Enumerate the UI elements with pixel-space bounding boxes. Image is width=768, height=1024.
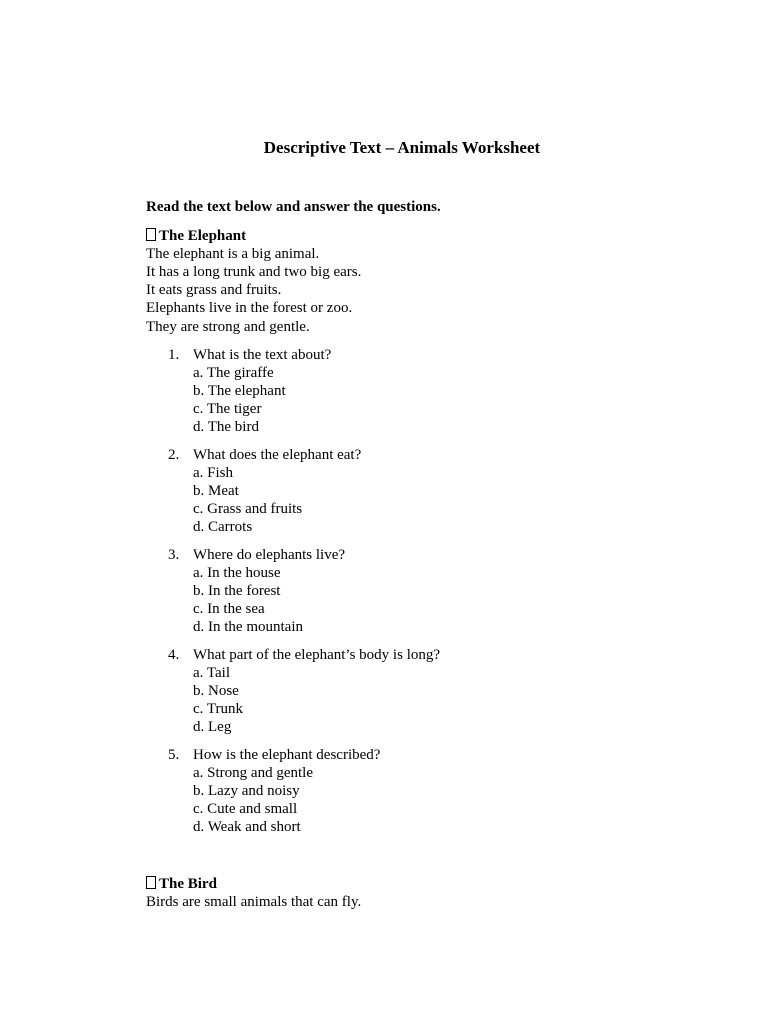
- answer-option: d. In the mountain: [193, 618, 303, 635]
- section-bird: [146, 875, 706, 911]
- question-list: [146, 346, 706, 836]
- answer-option: b. Lazy and noisy: [193, 782, 300, 799]
- answer-option: b. In the forest: [193, 582, 281, 599]
- passage-line: It eats grass and fruits.: [146, 282, 282, 299]
- answer-option: c. Grass and fruits: [193, 500, 303, 517]
- missing-glyph-icon: [146, 876, 156, 889]
- instructions: Read the text below and answer the questions.: [146, 199, 441, 215]
- answer-option: c. In the sea: [193, 600, 265, 617]
- question-item: [146, 546, 706, 636]
- question-item: [146, 646, 706, 736]
- answer-option: d. Leg: [193, 718, 232, 735]
- passage-line: Elephants live in the forest or zoo.: [146, 300, 353, 317]
- passage-line: They are strong and gentle.: [146, 318, 310, 335]
- answer-option: a. Strong and gentle: [193, 764, 313, 781]
- question-text: What does the elephant eat?: [193, 446, 362, 463]
- answer-option: c. The tiger: [193, 400, 262, 417]
- section-elephant: [146, 227, 706, 836]
- question-text: Where do elephants live?: [193, 546, 346, 563]
- question-number: 4.: [168, 646, 180, 663]
- page-title: Descriptive Text – Animals Worksheet: [263, 138, 541, 157]
- worksheet-content: [146, 198, 706, 911]
- question-text: How is the elephant described?: [193, 746, 381, 763]
- missing-glyph-icon: [146, 228, 156, 241]
- section-heading-text: The Bird: [159, 875, 217, 892]
- question-item: [146, 346, 706, 436]
- answer-option: a. Fish: [193, 464, 234, 481]
- question-text: What is the text about?: [193, 346, 332, 363]
- question-number: 2.: [168, 446, 180, 463]
- answer-option: d. Weak and short: [193, 818, 301, 835]
- question-item: [146, 746, 706, 836]
- answer-option: c. Trunk: [193, 700, 244, 717]
- question-item: [146, 446, 706, 536]
- section-heading: [146, 227, 706, 245]
- section-spacer: [146, 846, 706, 875]
- question-text: What part of the elephant’s body is long?: [193, 646, 441, 663]
- section-heading: [146, 875, 706, 893]
- answer-option: b. Meat: [193, 482, 239, 499]
- question-number: 3.: [168, 546, 180, 563]
- passage-line: It has a long trunk and two big ears.: [146, 264, 362, 281]
- question-number: 5.: [168, 746, 180, 763]
- passage-line: Birds are small animals that can fly.: [146, 893, 362, 910]
- section-heading-text: The Elephant: [159, 228, 247, 245]
- passage-line: The elephant is a big animal.: [146, 246, 320, 263]
- answer-option: b. The elephant: [193, 382, 286, 399]
- answer-option: c. Cute and small: [193, 800, 298, 817]
- answer-option: a. The giraffe: [193, 364, 274, 381]
- answer-option: a. In the house: [193, 564, 281, 581]
- question-number: 1.: [168, 346, 180, 363]
- answer-option: a. Tail: [193, 664, 230, 681]
- answer-option: d. Carrots: [193, 519, 253, 535]
- answer-option: d. The bird: [193, 419, 259, 436]
- answer-option: b. Nose: [193, 682, 239, 699]
